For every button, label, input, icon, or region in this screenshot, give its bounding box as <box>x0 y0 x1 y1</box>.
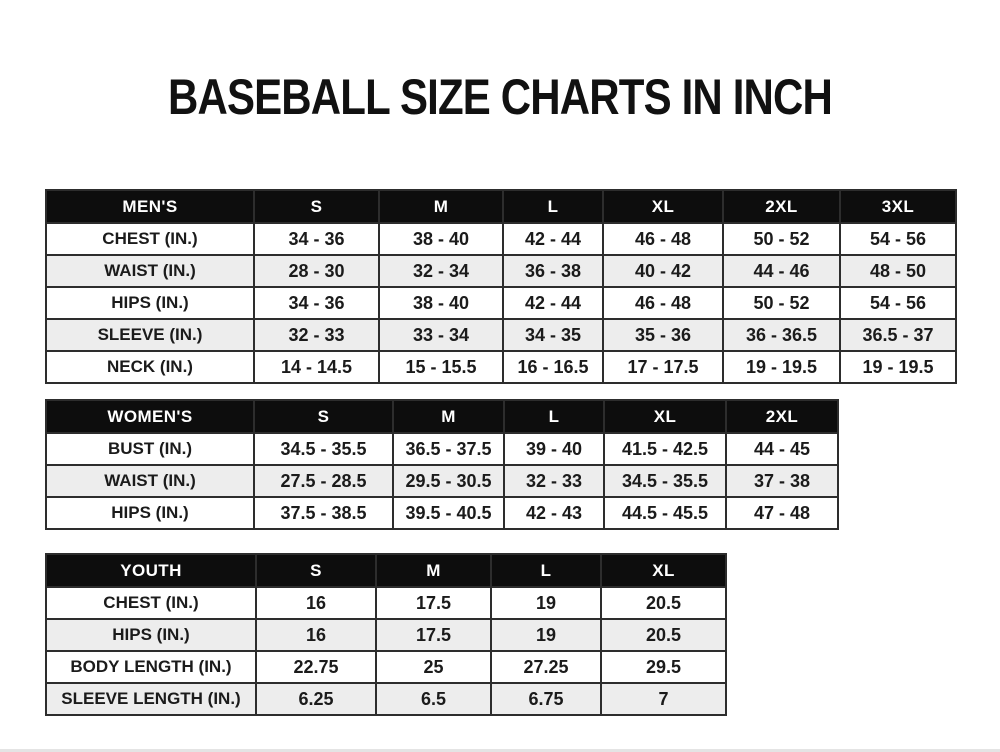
size-value-cell: 44 - 46 <box>723 255 840 287</box>
size-col-header-xl: XL <box>603 190 723 223</box>
size-col-header-xl: XL <box>604 400 726 433</box>
size-value-cell: 54 - 56 <box>840 223 956 255</box>
size-value-cell: 27.25 <box>491 651 601 683</box>
size-value-cell: 20.5 <box>601 619 726 651</box>
size-value-cell: 6.75 <box>491 683 601 715</box>
size-value-cell: 15 - 15.5 <box>379 351 503 383</box>
row-label: CHEST (IN.) <box>46 223 254 255</box>
womens-bust-row <box>46 433 838 465</box>
size-value-cell: 7 <box>601 683 726 715</box>
size-value-cell: 6.5 <box>376 683 491 715</box>
womens-header-row <box>46 400 838 433</box>
size-value-cell: 42 - 43 <box>504 497 604 529</box>
size-value-cell: 25 <box>376 651 491 683</box>
size-value-cell: 47 - 48 <box>726 497 838 529</box>
size-value-cell: 14 - 14.5 <box>254 351 379 383</box>
size-value-cell: 50 - 52 <box>723 287 840 319</box>
row-label: BUST (IN.) <box>46 433 254 465</box>
row-label: NECK (IN.) <box>46 351 254 383</box>
size-value-cell: 39 - 40 <box>504 433 604 465</box>
size-value-cell: 42 - 44 <box>503 287 603 319</box>
size-value-cell: 19 - 19.5 <box>840 351 956 383</box>
size-value-cell: 46 - 48 <box>603 287 723 319</box>
size-value-cell: 41.5 - 42.5 <box>604 433 726 465</box>
mens-chest-row <box>46 223 956 255</box>
youth-sleeve-length-row <box>46 683 726 715</box>
mens-neck-row <box>46 351 956 383</box>
size-value-cell: 19 - 19.5 <box>723 351 840 383</box>
row-label: HIPS (IN.) <box>46 619 256 651</box>
mens-waist-row <box>46 255 956 287</box>
size-col-header-2xl: 2XL <box>723 190 840 223</box>
size-value-cell: 48 - 50 <box>840 255 956 287</box>
size-value-cell: 17.5 <box>376 587 491 619</box>
youth-body-length-row <box>46 651 726 683</box>
size-value-cell: 17 - 17.5 <box>603 351 723 383</box>
size-value-cell: 29.5 <box>601 651 726 683</box>
row-label: CHEST (IN.) <box>46 587 256 619</box>
size-value-cell: 32 - 34 <box>379 255 503 287</box>
mens-sleeve-row <box>46 319 956 351</box>
youth-hips-row <box>46 619 726 651</box>
size-value-cell: 44.5 - 45.5 <box>604 497 726 529</box>
size-value-cell: 34 - 36 <box>254 223 379 255</box>
size-value-cell: 36 - 38 <box>503 255 603 287</box>
size-value-cell: 40 - 42 <box>603 255 723 287</box>
size-col-header-s: S <box>256 554 376 587</box>
mens-header-row <box>46 190 956 223</box>
row-label: SLEEVE LENGTH (IN.) <box>46 683 256 715</box>
youth-chest-row <box>46 587 726 619</box>
size-col-header-2xl: 2XL <box>726 400 838 433</box>
size-value-cell: 32 - 33 <box>504 465 604 497</box>
size-col-header-l: L <box>504 400 604 433</box>
size-value-cell: 36.5 - 37 <box>840 319 956 351</box>
size-value-cell: 27.5 - 28.5 <box>254 465 393 497</box>
row-label: WAIST (IN.) <box>46 465 254 497</box>
size-col-header-m: M <box>393 400 504 433</box>
mens-table-title: MEN'S <box>46 190 254 223</box>
size-value-cell: 38 - 40 <box>379 287 503 319</box>
size-value-cell: 20.5 <box>601 587 726 619</box>
size-value-cell: 28 - 30 <box>254 255 379 287</box>
size-col-header-m: M <box>376 554 491 587</box>
size-value-cell: 37.5 - 38.5 <box>254 497 393 529</box>
row-label: WAIST (IN.) <box>46 255 254 287</box>
size-value-cell: 39.5 - 40.5 <box>393 497 504 529</box>
womens-size-table <box>45 399 839 530</box>
womens-table-title: WOMEN'S <box>46 400 254 433</box>
size-value-cell: 42 - 44 <box>503 223 603 255</box>
page-title: BASEBALL SIZE CHARTS IN INCH <box>167 69 833 125</box>
size-value-cell: 37 - 38 <box>726 465 838 497</box>
youth-size-table <box>45 553 727 716</box>
size-value-cell: 46 - 48 <box>603 223 723 255</box>
mens-hips-row <box>46 287 956 319</box>
size-value-cell: 36 - 36.5 <box>723 319 840 351</box>
size-value-cell: 19 <box>491 587 601 619</box>
row-label: SLEEVE (IN.) <box>46 319 254 351</box>
size-col-header-3xl: 3XL <box>840 190 956 223</box>
youth-table-title: YOUTH <box>46 554 256 587</box>
womens-waist-row <box>46 465 838 497</box>
size-value-cell: 34 - 36 <box>254 287 379 319</box>
womens-hips-row <box>46 497 838 529</box>
youth-header-row <box>46 554 726 587</box>
size-value-cell: 16 - 16.5 <box>503 351 603 383</box>
size-value-cell: 29.5 - 30.5 <box>393 465 504 497</box>
row-label: HIPS (IN.) <box>46 287 254 319</box>
row-label: HIPS (IN.) <box>46 497 254 529</box>
mens-size-table <box>45 189 957 384</box>
size-col-header-m: M <box>379 190 503 223</box>
size-value-cell: 34 - 35 <box>503 319 603 351</box>
size-col-header-s: S <box>254 190 379 223</box>
size-col-header-xl: XL <box>601 554 726 587</box>
size-value-cell: 34.5 - 35.5 <box>254 433 393 465</box>
size-value-cell: 44 - 45 <box>726 433 838 465</box>
size-value-cell: 16 <box>256 587 376 619</box>
size-value-cell: 16 <box>256 619 376 651</box>
row-label: BODY LENGTH (IN.) <box>46 651 256 683</box>
size-value-cell: 38 - 40 <box>379 223 503 255</box>
size-value-cell: 6.25 <box>256 683 376 715</box>
size-value-cell: 54 - 56 <box>840 287 956 319</box>
size-value-cell: 33 - 34 <box>379 319 503 351</box>
size-col-header-s: S <box>254 400 393 433</box>
size-value-cell: 19 <box>491 619 601 651</box>
size-value-cell: 50 - 52 <box>723 223 840 255</box>
size-col-header-l: L <box>491 554 601 587</box>
size-value-cell: 32 - 33 <box>254 319 379 351</box>
size-value-cell: 17.5 <box>376 619 491 651</box>
size-value-cell: 35 - 36 <box>603 319 723 351</box>
size-col-header-l: L <box>503 190 603 223</box>
size-value-cell: 22.75 <box>256 651 376 683</box>
size-value-cell: 36.5 - 37.5 <box>393 433 504 465</box>
size-value-cell: 34.5 - 35.5 <box>604 465 726 497</box>
